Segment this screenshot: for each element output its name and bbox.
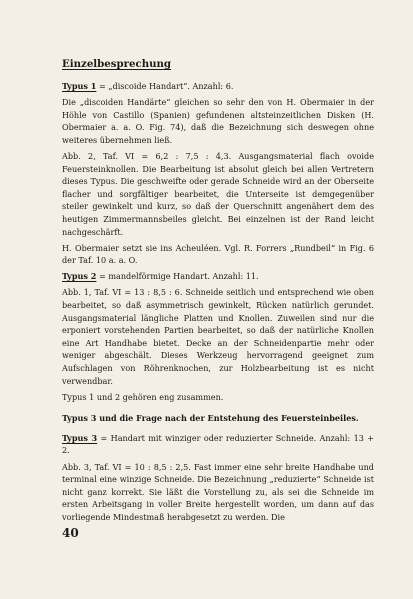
- typus-3-label: Typus 3: [62, 432, 98, 443]
- typus-3-desc: = Handart mit winziger oder reduzierter Schneide. Anzahl: 13 + 2.: [62, 432, 374, 456]
- typus-1-paragraph-3: H. Obermaier setzt sie ins Acheuléen. Vgl. R. Forrers „Rundbeil“ in Fig. 6 der Taf. 10 a. a. O.: [62, 242, 374, 266]
- page-number: 40: [62, 526, 79, 540]
- typus-3-paragraph-1: Abb. 3, Taf. VI = 10 : 8,5 : 2,5. Fast immer eine sehr breite Handhabe und terminal eine winzige Schneide. Die Bezeichnung „reduzierte“ Schneide ist nicht ganz korrekt. Sie läßt die Vorstellung zu, als sei die Schneide im ersten Arbeitsgang in voller Breite hergestellt worden, um dann auf das vorliegende Mindestmaß herabgesetzt zu werden. Die: [62, 461, 374, 522]
- page-content: [62, 58, 374, 527]
- typus-2-paragraph-2: Typus 1 und 2 gehören eng zusammen.: [62, 391, 224, 402]
- typus-2-desc: = mandelförmige Handart. Anzahl: 11.: [96, 271, 259, 282]
- typus-1-paragraph-1: Die „discoiden Handärte“ gleichen so sehr den von H. Obermaier in der Höhle von Castillo (Spanien) gefundenen altsteinzeitlichen Disken (H. Obermaier a. a. O. Fig. 74), daß die Bezeichnung sich deswegen ohne weiteres übernehmen ließ.: [62, 97, 374, 145]
- section-title: Typus 3 und die Frage nach der Entstehung des Feuersteinbeiles.: [62, 413, 359, 424]
- typus-2-header: [62, 270, 374, 283]
- typus-3-header: [62, 432, 374, 457]
- typus-2-paragraph-1: Abb. 1, Taf. VI = 13 : 8,5 : 6. Schneide seitlich und entsprechend wie oben bearbeitet, so daß asymmetrisch gewinkelt, Rücken natürlich gerundet. Ausgangsmaterial längliche Platten und Knollen. Zuweilen sind nur die erponiert vorstehenden Partien bearbeitet, so daß der natürliche Knollen eine Art Handhabe bietet. Decke an der Schneidenpartie mehr oder weniger abgeschält. Dieses Werkzeug hervorragend geeignet zum Aufschlagen von Röhrenknochen, zur Holzbearbeitung ist es nicht verwendbar.: [62, 287, 374, 386]
- typus-1-label: Typus 1: [62, 81, 97, 91]
- typus-1-desc: = „discoide Handart“. Anzahl: 6.: [96, 81, 234, 91]
- typus-2-label: Typus 2: [62, 271, 97, 282]
- page-heading: Einzelbesprechung: [62, 58, 172, 70]
- typus-1-paragraph-2: Abb. 2, Taf. VI = 6,2 : 7,5 : 4,3. Ausgangsmaterial flach ovoide Feuersteinknollen. Die Bearbeitung ist absolut gleich bei allen Vertretern dieses Typus. Die geschweifte oder gerade Schneide wird an der Oberseite flacher und sorgfältiger bearbeitet, die Unterseite ist demgegenüber steiler gewinkelt und kurz, so daß der Querschnitt angenähert dem des heutigen Zimmermannsbeiles gleicht. Bei einzelnen ist der Rand leicht nachgeschärft.: [62, 150, 374, 237]
- typus-1-header: [62, 80, 374, 93]
